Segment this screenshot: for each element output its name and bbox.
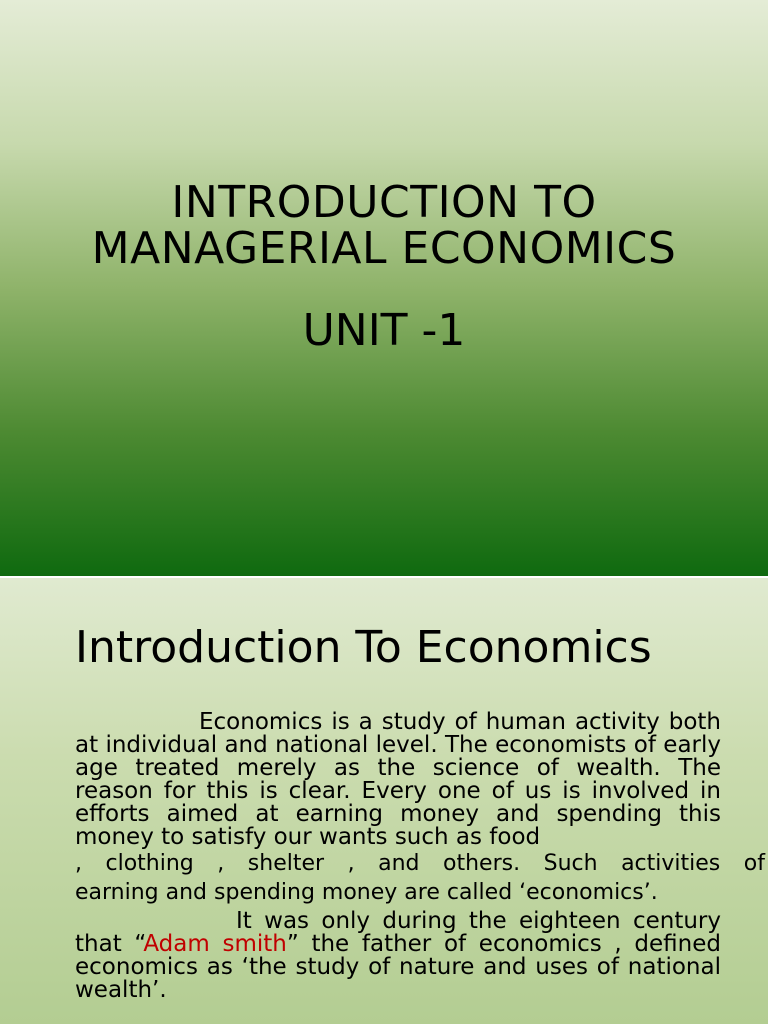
title-line-2: MANAGERIAL ECONOMICS <box>91 223 677 274</box>
paragraph-1-continuation-2: earning and spending money are called ‘economics’. <box>75 880 658 905</box>
title-line-1: INTRODUCTION TO <box>171 177 597 228</box>
paragraph-2-text-before: It was only during the eighteen century that “ <box>75 908 721 957</box>
content-slide <box>0 578 768 1024</box>
unit-label: UNIT -1 <box>302 305 466 356</box>
slide-title <box>0 177 768 274</box>
paragraph-1 <box>75 711 721 849</box>
paragraph-1-text: Economics is a study of human activity both at individual and national level. The economists of early age treated merely as the science of wealth. The reason for this is clear. Every one of us is involved in efforts aimed at earning money and spending this money to satisfy our wants such as food <box>75 709 721 850</box>
paragraph-1-continuation-1: , clothing , shelter , and others. Such activities of <box>75 851 765 876</box>
slide-body <box>75 709 765 1003</box>
slide-heading: Introduction To Economics <box>75 622 652 673</box>
paragraph-2-text-after: ” the father of economics , defined economics as ‘the study of nature and uses of national wealth’. <box>75 931 721 1003</box>
adam-smith-highlight: Adam smith <box>143 931 287 957</box>
paragraph-2 <box>75 910 721 1002</box>
